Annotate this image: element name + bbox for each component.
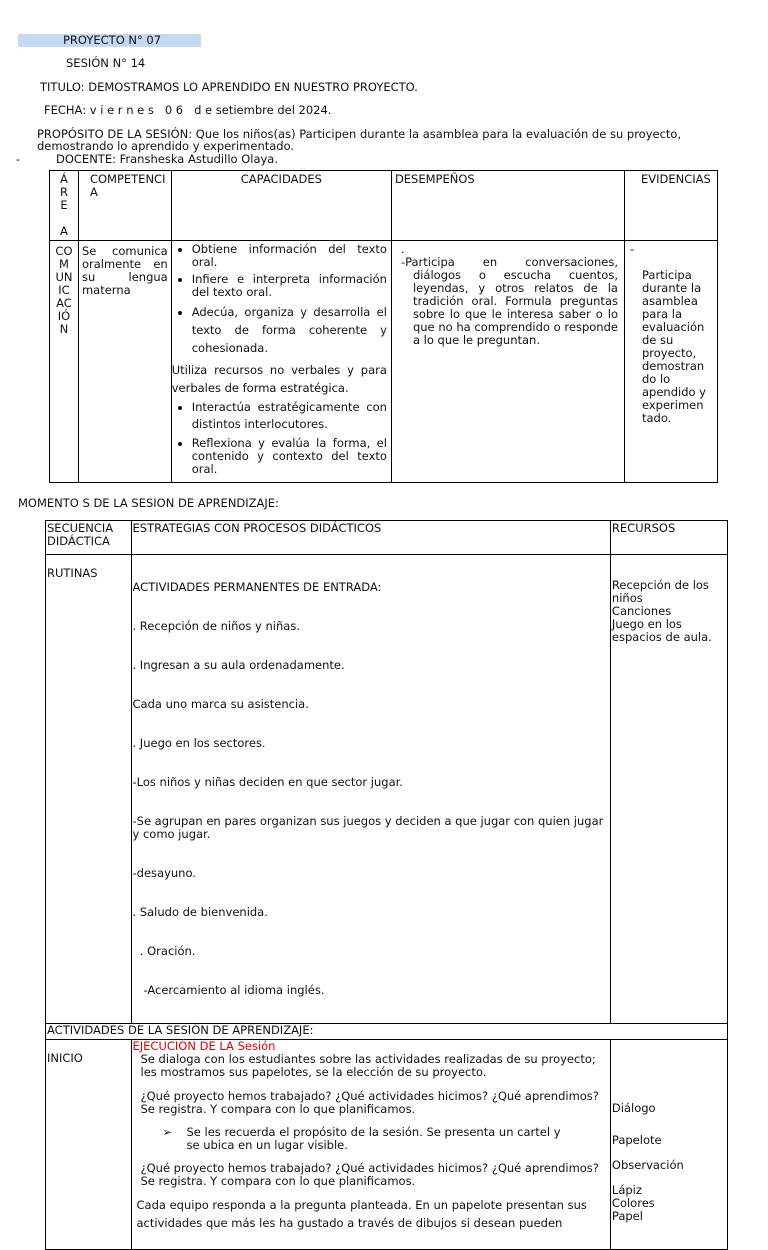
activities-title: ACTIVIDADES DE LA SESIÓN DE APRENDIZAJE: (46, 1024, 728, 1040)
header-secuencia: SECUENCIA DIDÁCTICA (46, 521, 132, 555)
inicio-paragraph: Se dialoga con los estudiantes sobre las actividades realizadas de su proyecto; les mostramos sus papelotes, se la elección de su proyecto. (140, 1052, 596, 1079)
session-title: TITULO: DEMOSTRAMOS LO APRENDIDO EN NUESTRO PROYECTO. (40, 80, 418, 94)
evidencias-cell: - Participa durante la asamblea para la evaluación de su proyecto, demostrando lo apendido y experimentado. (624, 241, 717, 483)
capacidades-cell (171, 241, 391, 483)
ejecucion-heading: EJECUCIÓN DE LA Sesión (132, 1039, 276, 1053)
desempeno-text: -Participa en conversaciones, diálogos o escucha cuentos, leyendas, y otros relatos de la tradición oral. Formula preguntas sobre lo que le interesa saber o lo que no ha comprendido o responde a lo que le preguntan. (400, 255, 618, 347)
teacher-dash: - (16, 152, 21, 166)
project-number: PROYECTO N° 07 (63, 33, 162, 47)
purpose-line-2: demostrando lo aprendido y experimentado. (37, 139, 295, 153)
header-desempenos: DESEMPEÑOS (391, 171, 624, 241)
evidencia-text: Participa durante la asamblea para la evaluación de su proyecto, demostrando lo apendido y experimentado. (641, 268, 706, 425)
header-estrategias: ESTRATEGIAS CON PROCESOS DIDÁCTICOS (131, 521, 610, 555)
header-recursos: RECURSOS (610, 521, 727, 555)
rutinas-label: RUTINAS (46, 555, 132, 1024)
inicio-label: INICIO (46, 1040, 132, 1250)
capacidad-extra: Utiliza recursos no verbales y para verbales de forma estratégica. (171, 363, 387, 395)
date-value: v i e r n e s 0 6 d e setiembre del 2024. (89, 103, 332, 117)
capacidad-item: • Obtiene información del texto oral. (192, 243, 387, 269)
inicio-cell (131, 1040, 610, 1250)
moments-table (45, 520, 728, 1250)
area-cell: COMUNICACIÓN (50, 241, 79, 483)
arrow-item: ➢ Se les recuerda el propósito de la sesión. Se presenta un cartel y se ubica en un lugar visible. (162, 1125, 561, 1152)
desempenos-cell: . -Participa en conversaciones, diálogos o escucha cuentos, leyendas, y otros relatos de la tradición oral. Formula preguntas sobre lo que le interesa saber o lo que no ha comprendido o responde a lo que le preguntan. (391, 241, 624, 483)
date-line (44, 103, 331, 117)
header-area: Á R E A (50, 171, 79, 241)
rutinas-recursos: Recepción de los niños Canciones Juego en los espacios de aula. (610, 555, 727, 1024)
inicio-paragraph: ¿Qué proyecto hemos trabajado? ¿Qué actividades hicimos? ¿Qué aprendimos? Se registra. Y compara con lo que planificamos. (140, 1161, 599, 1188)
session-number: SESIÓN N° 14 (66, 56, 146, 70)
rutinas-cell: ACTIVIDADES PERMANENTES DE ENTRADA: . Recepción de niños y niñas. . Ingresan a su aula ordenadamente. Cada uno marca su asistencia. . Juego en los sectores. -Los niños y niñas deciden en que sector jugar. -Se agrupan en pares organizan sus juegos y deciden a que jugar con quien jugar y como jugar. -desayuno. . Saludo de bienvenida. . Oración. -Acercamiento al idioma inglés. (131, 555, 610, 1024)
inicio-paragraph: Cada equipo responda a la pregunta planteada. En un papelote presentan sus actividades que más les ha gustado a través de dibujos si desean pueden (136, 1198, 587, 1230)
project-number-banner (18, 34, 201, 47)
competencia-cell: Se comunica oralmente en su lengua materna (78, 241, 171, 483)
purpose-line-1: PROPÓSITO DE LA SESIÓN: Que los niños(as) Participen durante la asamblea para la evaluación de su proyecto, (37, 127, 682, 141)
capacidad-item: • Adecúa, organiza y desarrolla el texto de forma coherente y cohesionada. (192, 303, 387, 357)
header-competencia: COMPETENCIA (78, 171, 171, 241)
competencies-table (49, 170, 718, 483)
header-evidencias: EVIDENCIAS (624, 171, 717, 241)
inicio-recursos: Diálogo Papelote Observación Lápiz Colores Papel (610, 1040, 727, 1250)
inicio-paragraph: ¿Qué proyecto hemos trabajado? ¿Qué actividades hicimos? ¿Qué aprendimos? Se registra. Y compara con lo que planificamos. (140, 1089, 599, 1116)
capacidad-item: • Infiere e interpreta información del texto oral. (192, 273, 387, 299)
teacher-name: DOCENTE: Fransheska Astudillo Olaya. (56, 152, 279, 166)
capacidad-item: • Interactúa estratégicamente con distintos interlocutores. (192, 399, 387, 433)
header-capacidades: CAPACIDADES (171, 171, 391, 241)
date-label: FECHA: (44, 103, 87, 117)
arrow-bullet-icon: ➢ (162, 1125, 173, 1139)
moments-title: MOMENTO S DE LA SESION DE APRENDIZAJE: (18, 496, 279, 510)
capacidad-item: • Reflexiona y evalúa la forma, el contenido y contexto del texto oral. (192, 437, 387, 476)
